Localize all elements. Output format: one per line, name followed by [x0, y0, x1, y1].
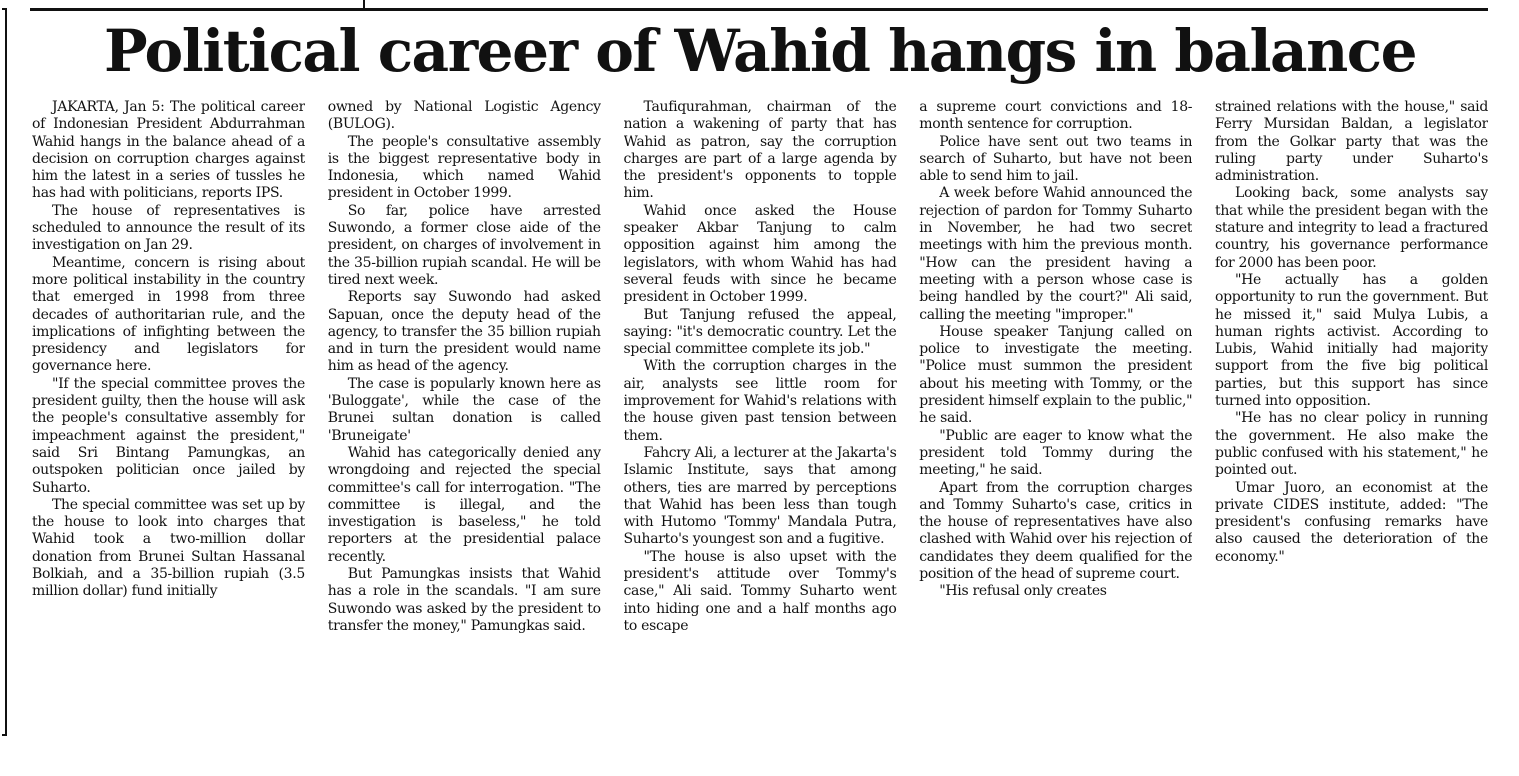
paragraph: Wahid has categorically denied any wrongdoing and rejected the special committee's call for interrogation. "The committee is illegal, and the investigation is baseless," he told reporters at the presidential palace recently.	[327, 444, 601, 565]
paragraph: With the corruption charges in the air, analysts see little room for improvement for Wahid's relations with the house given past tension between them.	[623, 358, 897, 444]
paragraph: JAKARTA, Jan 5: The political career of Indonesian President Abdurrahman Wahid hangs in the balance ahead of a decision on corruption charges against him the latest in a series of tussles he has had with politicians, reports IPS.	[32, 99, 305, 202]
article-column-4	[919, 99, 1192, 749]
paragraph: "Public are eager to know what the president told Tommy during the meeting," he said.	[919, 427, 1193, 479]
paragraph: Fahcry Ali, a lecturer at the Jakarta's Islamic Institute, says that among others, ties are marred by perceptions that Wahid has been less than tough with Hutomo 'Tommy' Mandala Putra, Suharto's youngest son and a fugitive.	[623, 444, 897, 548]
paragraph: Taufiqurahman, chairman of the nation a wakening of party that has Wahid as patron, say the corruption charges are part of a large agenda by the president's opponents to topple him.	[623, 99, 897, 202]
paragraph: So far, police have arrested Suwondo, a former close aide of the president, on charges of involvement in the 35-billion rupiah scandal. He will be tired next week.	[327, 202, 601, 288]
paragraph: The special committee was set up by the house to look into charges that Wahid took a two-million dollar donation from Brunei Sultan Hassanal Bolkiah, and a 35-billion rupiah (3.5 million dollar) fund initially	[32, 496, 305, 600]
paragraph: "If the special committee proves the president guilty, then the house will ask the people's consultative assembly for impeachment against the president," said Sri Bintang Pamungkas, an outspoken politician once jailed by Suharto.	[32, 375, 305, 496]
paragraph: A week before Wahid announced the rejection of pardon for Tommy Suharto in November, he had two secret meetings with him the previous month. "How can the president having a meeting with a person whose case is being handled by the court?" Ali said, calling the meeting "improper."	[919, 185, 1193, 323]
paragraph: Apart from the corruption charges and Tommy Suharto's case, critics in the house of representatives have also clashed with Wahid over his rejection of candidates they deem qualified for the position of the head of supreme court.	[919, 479, 1193, 583]
paragraph: "He actually has a golden opportunity to run the government. But he missed it," said Mulya Lubis, a human rights activist. According to Lubis, Wahid initially had majority support from the five big political parties, but this support has since turned into opposition.	[1215, 271, 1488, 410]
left-border-rule	[2, 8, 7, 736]
paragraph: Wahid once asked the House speaker Akbar Tanjung to calm opposition against him among the legislators, with whom Wahid has had several feuds with since he became president in October 1999.	[623, 202, 897, 306]
paragraph: The case is popularly known here as 'Buloggate', while the case of the Brunei sultan donation is called 'Bruneigate'	[327, 375, 601, 444]
top-rule	[30, 8, 1488, 11]
paragraph: strained relations with the house," said Ferry Mursidan Baldan, a legislator from the Golkar party that was the ruling party under Suharto's administration.	[1215, 99, 1488, 185]
top-tick-rule	[363, 0, 365, 8]
paragraph: House speaker Tanjung called on police to investigate the meeting. "Police must summon the president about his meeting with Tommy, or the president himself explain to the public," he said.	[919, 323, 1193, 427]
article-column-2	[328, 99, 601, 749]
paragraph: But Pamungkas insists that Wahid has a role in the scandals. "I am sure Suwondo was asked by the president to transfer the money," Pamungkas said.	[327, 566, 601, 634]
paragraph: Looking back, some analysts say that while the president began with the stature and integrity to lead a fractured country, his governance performance for 2000 has been poor.	[1215, 185, 1488, 271]
paragraph: "His refusal only creates	[939, 583, 1107, 600]
paragraph: Reports say Suwondo had asked Sapuan, once the deputy head of the agency, to transfer the 35 billion rupiah and in turn the president would name him as head of the agency.	[327, 289, 601, 375]
paragraph: "He has no clear policy in running the government. He also make the public confused with his statement," he pointed out.	[1215, 410, 1488, 479]
article-column-5	[1215, 99, 1488, 749]
article-body	[32, 99, 1488, 749]
article-column-1	[32, 99, 305, 749]
article-column-3	[624, 99, 897, 749]
paragraph: The people's consultative assembly is the biggest representative body in Indonesia, which named Wahid president in October 1999.	[327, 133, 601, 202]
paragraph: "The house is also upset with the president's attitude over Tommy's case," Ali said. Tommy Suharto went into hiding one and a half months ago to escape	[623, 548, 897, 634]
paragraph: a supreme court convictions and 18-month sentence for corruption.	[919, 99, 1193, 133]
paragraph: The house of representatives is scheduled to announce the result of its investigation on Jan 29.	[32, 202, 305, 254]
paragraph: But Tanjung refused the appeal, saying: "it's democratic country. Let the special committee complete its job."	[623, 306, 897, 358]
paragraph: Meantime, concern is rising about more political instability in the country that emerged in 1998 from three decades of authoritarian rule, and the implications of infighting between the presidency and legislators for governance here.	[32, 254, 305, 375]
headline: Political career of Wahid hangs in balance	[103, 17, 1417, 85]
paragraph: owned by National Logistic Agency (BULOG).	[327, 99, 601, 133]
paragraph: Police have sent out two teams in search of Suharto, but have not been able to send him to jail.	[919, 133, 1193, 185]
paragraph: Umar Juoro, an economist at the private CIDES institute, added: "The president's confusing remarks have also caused the deterioration of the economy."	[1215, 479, 1488, 565]
